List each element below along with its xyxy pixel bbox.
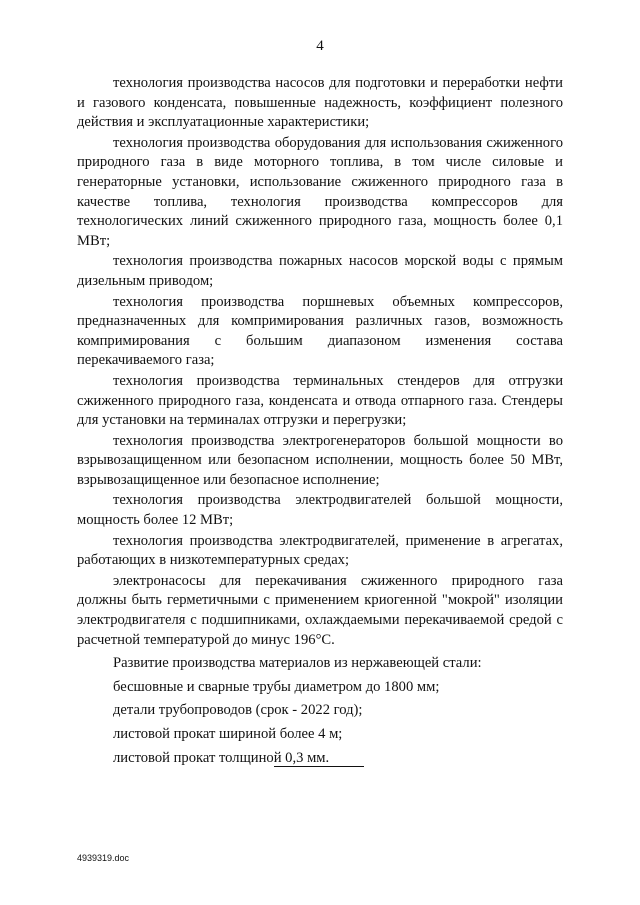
- end-rule: [274, 766, 364, 767]
- paragraph: технология производства электрогенераторов большой мощности во взрывозащищенном или безопасном исполнении, мощность более 50 МВт, взрывозащищенное или безопасное исполнение;: [77, 432, 563, 488]
- paragraph: электронасосы для перекачивания сжиженного природного газа должны быть герметичными с применением криогенной "мокрой" изоляции электродвигателя с подшипниками, охлаждаемыми перекачиваемой средой с расчетной температурой до минус 196°С.: [77, 572, 563, 648]
- paragraph: технология производства терминальных стендеров для отгрузки сжиженного природного газа, конденсата и отвода отпарного газа. Стендеры для установки на терминалах отгрузки и перегрузки;: [77, 372, 563, 429]
- list-item: листовой прокат шириной более 4 м;: [113, 726, 343, 742]
- list-item: детали трубопроводов (срок - 2022 год);: [113, 702, 363, 719]
- paragraph: технология производства пожарных насосов морской воды с прямым дизельным приводом;: [77, 253, 563, 289]
- paragraph: технология производства насосов для подготовки и переработки нефти и газового конденсата, повышенные надежность, коэффициент полезного действия и эксплуатационные характеристики;: [77, 75, 563, 131]
- paragraph: технология производства электродвигателей большой мощности, мощность более 12 МВт;: [77, 492, 563, 529]
- list-item: листовой прокат толщиной 0,3 мм.: [113, 749, 330, 766]
- paragraph: технология производства электродвигателей, применение в агрегатах, работающих в низкотемпературных средах;: [77, 532, 563, 569]
- paragraph: технология производства поршневых объемных компрессоров, предназначенных для компримирования различных газов, возможность компримирования с большим диапазоном изменения состава перекачиваемого газа;: [77, 293, 563, 369]
- paragraph: технология производства оборудования для использования сжиженного природного газа в виде моторного топлива, в том числе силовые и генераторные установки, использование сжиженного природного газа в качестве топлива, технология производства компрессоров для технологических линий сжиженного природного газа, мощность более 0,1 МВт;: [77, 134, 563, 249]
- list-item: бесшовные и сварные трубы диаметром до 1800 мм;: [113, 678, 440, 695]
- page-number: 4: [316, 38, 324, 54]
- document-body: [77, 74, 563, 768]
- document-id: 4939319.doc: [77, 853, 130, 863]
- paragraph: Развитие производства материалов из нержавеющей стали:: [113, 655, 482, 672]
